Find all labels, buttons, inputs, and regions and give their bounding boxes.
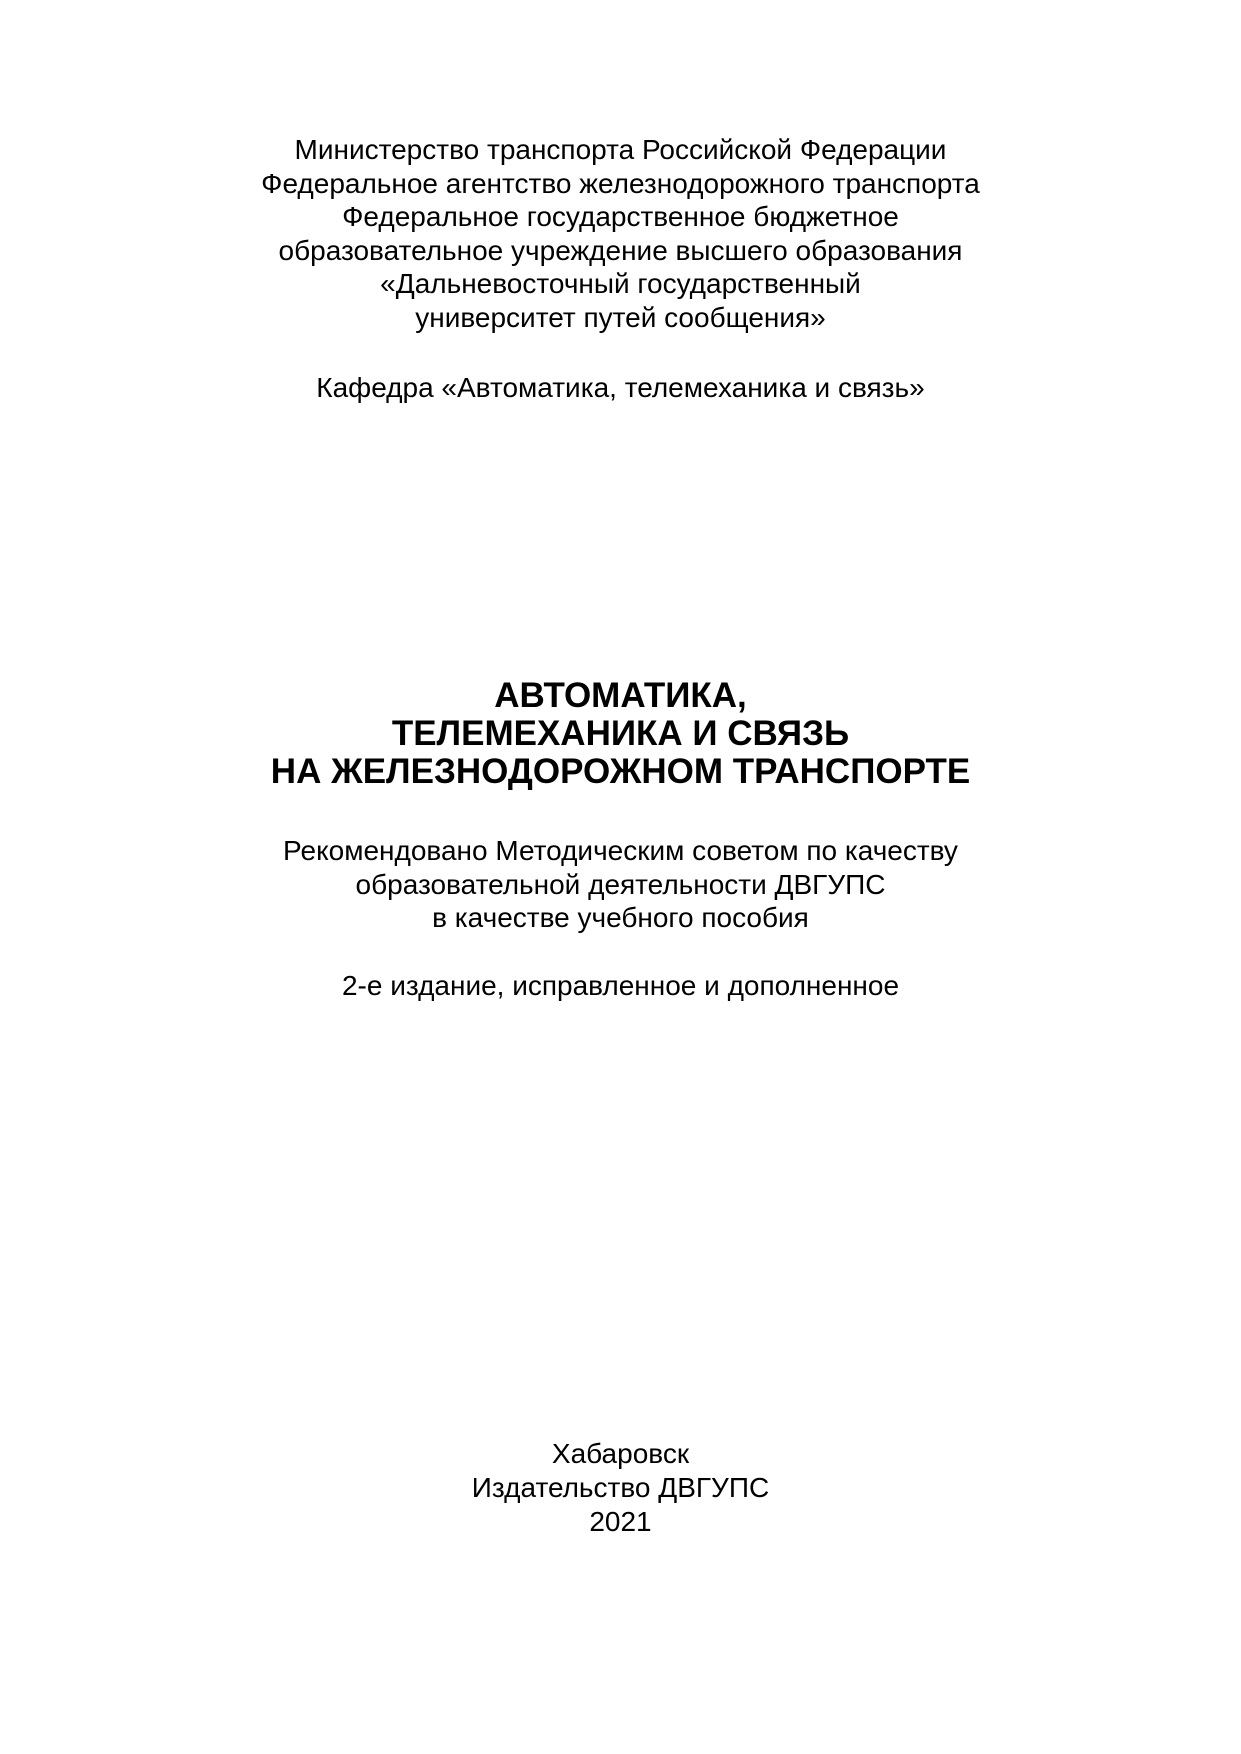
recommendation-line-3: в качестве учебного пособия	[432, 902, 809, 933]
header-line-education: образовательное учреждение высшего образования	[278, 234, 963, 266]
recommendation-note	[0, 834, 1241, 935]
book-title	[0, 677, 1241, 791]
header-line-university-name-cont: университет путей сообщения»	[415, 301, 826, 333]
department-name	[0, 371, 1241, 405]
edition-line: 2-е издание, исправленное и дополненное	[341, 970, 900, 1001]
title-line-3: НА ЖЕЛЕЗНОДОРОЖНОМ ТРАНСПОРТЕ	[270, 752, 971, 791]
imprint-publisher: Издательство ДВГУПС	[471, 1472, 770, 1503]
header-line-institution-type: Федеральное государственное бюджетное	[342, 201, 899, 233]
imprint	[0, 1437, 1241, 1539]
header-line-ministry: Министерство транспорта Российской Федерации	[294, 134, 947, 165]
edition-note	[0, 969, 1241, 1003]
header-line-agency: Федеральное агентство железнодорожного транспорта	[261, 167, 980, 199]
imprint-year: 2021	[589, 1506, 652, 1537]
department-line: Кафедра «Автоматика, телемеханика и связь»	[316, 372, 925, 403]
header-line-university-name: «Дальневосточный государственный	[380, 268, 861, 300]
imprint-city: Хабаровск	[551, 1438, 690, 1469]
title-line-2: ТЕЛЕМЕХАНИКА И СВЯЗЬ	[391, 714, 850, 753]
recommendation-line-2: образовательной деятельности ДВГУПС	[355, 868, 886, 900]
recommendation-line-1: Рекомендовано Методическим советом по качеству	[283, 835, 958, 866]
title-line-1: АВТОМАТИКА,	[494, 676, 747, 715]
institution-header	[0, 133, 1241, 335]
